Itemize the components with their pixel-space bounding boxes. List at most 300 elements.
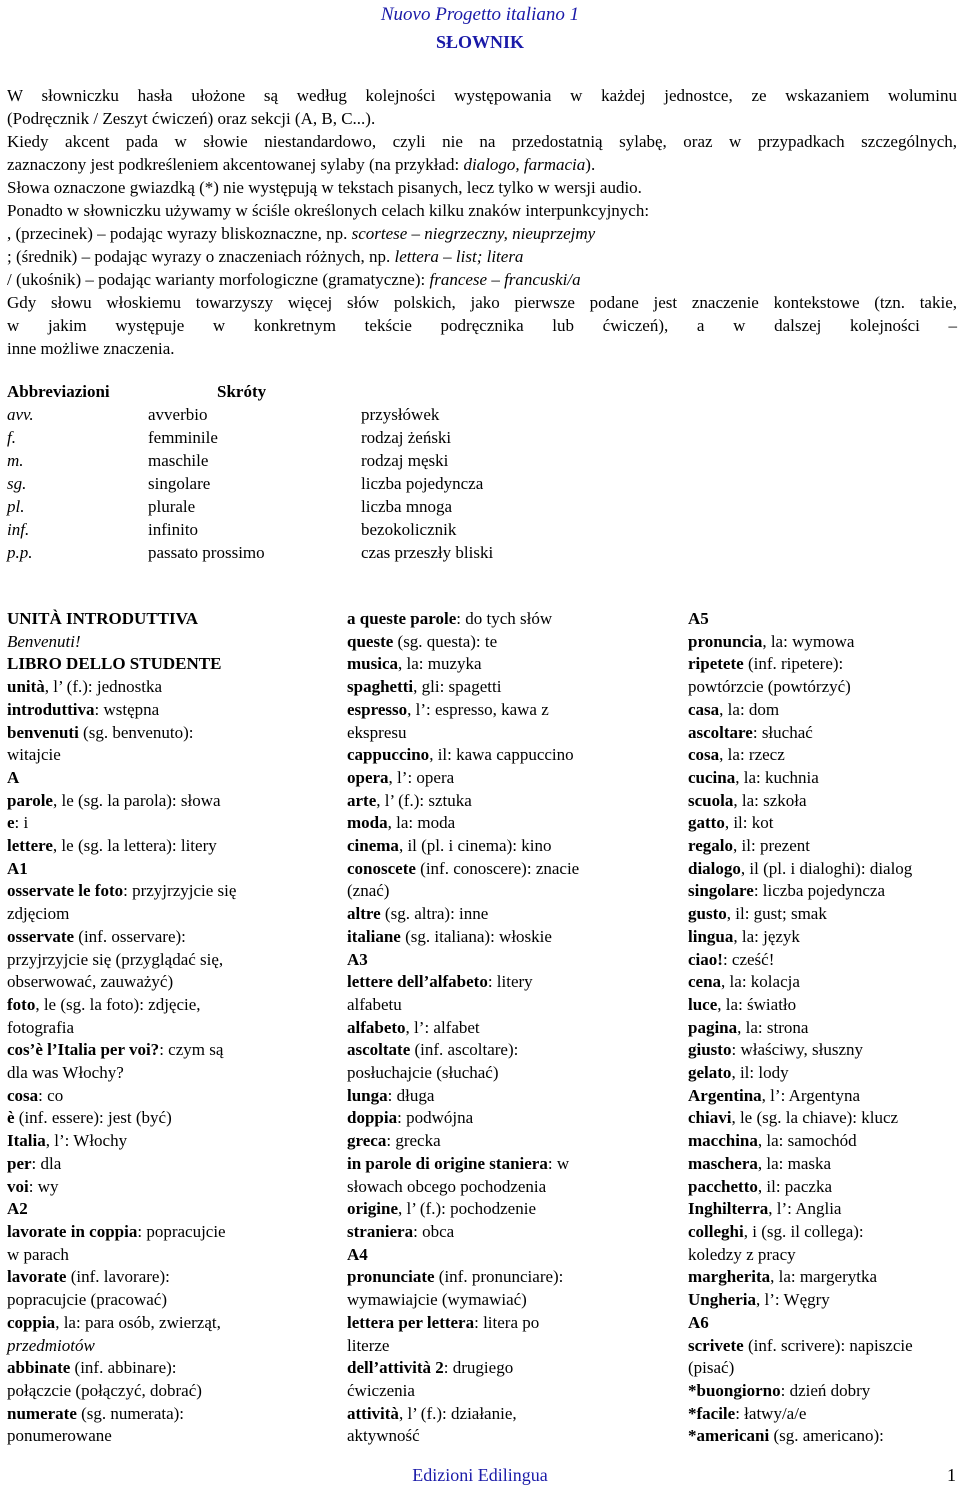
entry-grammar: , la	[757, 1131, 779, 1151]
entry-word: scuola	[688, 790, 734, 810]
vocab-entry	[7, 880, 265, 903]
intro-line: zaznaczony jest podkreśleniem akcentowanej sylaby (na przykład: dialogo, farmacia).	[7, 155, 596, 174]
vocab-entry	[347, 608, 617, 631]
entry-word: dell’attività 2	[347, 1358, 444, 1378]
vocab-entry	[688, 1425, 956, 1448]
entry-grammar: , la	[735, 767, 757, 787]
entry-grammar: (inf. abbinare):	[70, 1358, 177, 1378]
entry-word: greca	[347, 1131, 387, 1151]
vocab-entry	[688, 1062, 956, 1085]
entry-word: lunga	[347, 1085, 388, 1105]
vocab-entry	[688, 1017, 956, 1040]
entry-word: cos’è l’Italia per voi?	[7, 1040, 160, 1060]
entry-word: gatto	[688, 813, 725, 833]
entry-word: numerate	[7, 1403, 77, 1423]
intro-line: Kiedy akcent pada w słowie niestandardowo, czyli nie na przedostatnią sylabę, oraz w przypadkach szczególnych,	[7, 132, 957, 151]
entry-grammar: (inf. pronunciare):	[434, 1267, 564, 1287]
entry-grammar: , gli	[413, 677, 440, 697]
vocab-entry	[688, 767, 956, 790]
vocab-entry	[688, 1380, 956, 1403]
entry-word: ascoltate	[347, 1040, 411, 1060]
vocab-entry	[347, 903, 617, 926]
vocab-entry	[7, 1357, 265, 1380]
vocab-entry	[347, 1017, 617, 1040]
entry-word: unità	[7, 677, 45, 697]
entry-word: arte	[347, 790, 377, 810]
entry-word: altre	[347, 904, 381, 924]
vocab-entry	[347, 1266, 617, 1289]
vocab-entry	[347, 1357, 617, 1380]
entry-continuation: alfabetu	[347, 994, 402, 1014]
intro-line: (Podręcznik / Zeszyt ćwiczeń) oraz sekcji (A, B, C...).	[7, 109, 376, 128]
entry-word: Argentina	[688, 1085, 762, 1105]
vocab-entry	[347, 812, 617, 835]
entry-grammar: , l’	[45, 1131, 65, 1151]
entry-word: cosa	[688, 745, 720, 765]
entry-grammar: (inf. essere)	[14, 1108, 100, 1128]
abbreviation: p.p.	[7, 543, 33, 562]
entry-word: *americani	[688, 1426, 770, 1446]
vocab-entry	[347, 1130, 617, 1153]
entry-grammar: (sg. altra)	[380, 904, 451, 924]
entry-grammar: , le (sg. la foto)	[35, 994, 140, 1014]
entry-word: straniera	[347, 1221, 414, 1241]
intro-line: ; (średnik) – podając wyrazy o znaczeniach różnych, np. lettera – list; litera	[7, 247, 524, 266]
vocab-entry	[7, 994, 265, 1017]
vocab-entry	[347, 631, 617, 654]
entry-word: a queste parole	[347, 609, 457, 628]
entry-grammar: , l’	[388, 767, 408, 787]
entry-definition: : opera	[407, 767, 455, 787]
entry-definition: : kino	[512, 836, 552, 856]
entry-word: regalo	[688, 836, 734, 856]
vocab-entry	[347, 790, 617, 813]
entry-grammar: (sg. americano):	[769, 1426, 884, 1446]
entry-grammar: , la	[717, 994, 739, 1014]
entry-word: macchina	[688, 1131, 758, 1151]
entry-continuation: połączcie (połączyć, dobrać)	[7, 1380, 202, 1400]
entry-grammar: (inf. lavorare):	[66, 1267, 170, 1287]
entry-definition: : łatwy/a/e	[735, 1403, 807, 1423]
entry-continuation: słowach obcego pochodzenia	[347, 1176, 547, 1196]
entry-continuation: ekspresu	[347, 722, 407, 742]
entry-grammar: , il	[731, 1063, 750, 1083]
abbreviation-row	[7, 495, 707, 518]
abbreviation-polish: bezokolicznik	[361, 520, 457, 539]
entry-word: luce	[688, 994, 718, 1014]
abbreviation-row	[7, 403, 707, 426]
intro-line: / (ukośnik) – podając warianty morfologiczne (gramatyczne): francese – francuski/a	[7, 270, 581, 289]
entry-grammar: (sg. numerata):	[76, 1403, 185, 1423]
entry-continuation: posłuchajcie (słuchać)	[347, 1063, 499, 1083]
entry-definition: : do tych słów	[456, 609, 553, 628]
entry-word: lettere	[7, 836, 53, 856]
vocab-entry	[7, 1221, 265, 1244]
entry-word: ascoltare	[688, 722, 753, 742]
abbreviation-polish: liczba mnoga	[361, 497, 453, 516]
entry-continuation: (pisać)	[688, 1358, 735, 1378]
section-heading: A2	[7, 1199, 28, 1219]
entry-grammar: (sg. italiana)	[400, 926, 491, 946]
vocab-entry	[7, 1107, 265, 1130]
entry-word: pacchetto	[688, 1176, 758, 1196]
entry-word: abbinate	[7, 1358, 71, 1378]
subtitle: Benvenuti!	[7, 631, 81, 651]
entry-grammar: , la	[719, 745, 740, 765]
abbreviation: avv.	[7, 405, 34, 424]
entry-continuation: zdjęciom	[7, 904, 70, 924]
entry-definition: : litery	[487, 972, 533, 992]
entry-definition: : światło	[738, 994, 797, 1014]
section-heading: A4	[347, 1244, 368, 1264]
entry-word: singolare	[688, 881, 754, 901]
entry-definition: : w	[547, 1153, 570, 1173]
vocab-entry	[688, 1153, 956, 1176]
intro-line: , (przecinek) – podając wyrazy bliskoznaczne, np. scortese – niegrzeczny, nieuprzejmy	[7, 224, 596, 243]
vocab-entry	[7, 722, 265, 745]
entry-grammar: , l’ (f.)	[44, 677, 88, 697]
entry-grammar: , la	[387, 813, 409, 833]
abbreviation: m.	[7, 451, 24, 470]
entry-word: italiane	[347, 926, 401, 946]
entry-definition: : muzyka	[418, 654, 482, 674]
abbreviation-polish: przysłówek	[361, 405, 440, 424]
vocab-entry	[7, 790, 265, 813]
entry-continuation: ponumerowane	[7, 1426, 112, 1446]
entry-definition: : rzecz	[739, 745, 785, 765]
entry-definition: : przyjrzyjcie się	[123, 881, 237, 901]
entry-definition: : alfabet	[424, 1017, 480, 1037]
entry-word: osservate	[7, 926, 75, 946]
vocab-entry	[347, 971, 617, 994]
entry-continuation: literze	[347, 1335, 390, 1355]
entry-word: coppia	[7, 1312, 56, 1332]
vocab-entry	[347, 1039, 617, 1062]
entry-definition: : wy	[28, 1176, 59, 1196]
entry-word: *facile	[688, 1403, 736, 1423]
entry-word: pagina	[688, 1017, 738, 1037]
abbreviation-polish: rodzaj żeński	[361, 428, 452, 447]
vocab-entry	[347, 1403, 617, 1426]
entry-grammar: (inf. ripetere):	[743, 654, 844, 674]
vocab-entry	[347, 1107, 617, 1130]
vocab-entry	[688, 653, 956, 676]
abbreviation-italian: infinito	[148, 520, 199, 539]
vocab-entry	[688, 1289, 956, 1312]
entry-word: *buongiorno	[688, 1380, 781, 1400]
entry-word: lavorate in coppia	[7, 1221, 138, 1241]
entry-word: Ungheria	[688, 1290, 756, 1310]
abbreviation-italian: avverbio	[148, 405, 208, 424]
entry-grammar: , l’	[761, 1085, 781, 1105]
entry-word: Inghilterra	[688, 1199, 769, 1219]
vocab-entry	[688, 1335, 956, 1358]
entry-grammar: , la	[721, 972, 742, 992]
entry-grammar: , l’ (f.)	[376, 790, 420, 810]
entry-word: espresso	[347, 699, 408, 719]
entry-continuation: dla was Włochy?	[7, 1063, 124, 1083]
entry-definition: : paczka	[775, 1176, 832, 1196]
entry-word: doppia	[347, 1108, 398, 1128]
entry-grammar: , i (sg. il collega):	[743, 1221, 864, 1241]
entry-definition: : szkoła	[754, 790, 807, 810]
entry-definition: : wymowa	[783, 631, 855, 651]
vocab-entry	[347, 1085, 617, 1108]
entry-definition: : czym są	[159, 1040, 224, 1060]
vocab-entry	[688, 1039, 956, 1062]
entry-definition: : Włochy	[64, 1131, 128, 1151]
entry-word: opera	[347, 767, 389, 787]
vocab-column-1	[7, 608, 265, 1448]
entry-continuation: (znać)	[347, 881, 390, 901]
entry-definition: : kolacja	[741, 972, 800, 992]
vocab-column-2	[347, 608, 617, 1448]
entry-definition: : inne	[450, 904, 489, 924]
entry-grammar: , la	[55, 1312, 76, 1332]
entry-grammar: , le (sg. la chiave)	[731, 1108, 853, 1128]
section-heading: A5	[688, 609, 709, 628]
entry-definition: : jest (być)	[99, 1108, 172, 1128]
entry-continuation: przedmiotów	[7, 1335, 95, 1355]
vocab-entry	[688, 1107, 956, 1130]
entry-definition: : klucz	[852, 1108, 899, 1128]
entry-definition: : dzień dobry	[780, 1380, 871, 1400]
entry-definition: : działanie,	[442, 1403, 517, 1423]
vocab-entry	[7, 1039, 265, 1062]
entry-grammar: , l’	[768, 1199, 788, 1219]
entry-definition: : drugiego	[443, 1358, 514, 1378]
entry-continuation: wymawiajcie (wymawiać)	[347, 1290, 527, 1310]
vocab-entry	[347, 835, 617, 858]
vocab-entry	[688, 858, 956, 881]
entry-word: cappuccino	[347, 745, 430, 765]
vocab-entry	[688, 903, 956, 926]
entry-word: benvenuti	[7, 722, 79, 742]
entry-grammar: , le (sg. la parola)	[52, 790, 172, 810]
entry-grammar: , l’	[407, 699, 427, 719]
vocab-entry	[688, 835, 956, 858]
entry-grammar: , l’	[405, 1017, 425, 1037]
abbreviations-table	[7, 380, 707, 564]
vocab-entry	[688, 1221, 956, 1244]
section-heading: LIBRO DELLO STUDENTE	[7, 654, 222, 674]
entry-grammar: (inf. osservare):	[74, 926, 186, 946]
vocab-entry	[688, 1085, 956, 1108]
entry-definition: : popracujcie	[137, 1221, 226, 1241]
entry-definition: napiszcie	[845, 1335, 913, 1355]
entry-definition: : lody	[749, 1063, 789, 1083]
entry-word: Italia	[7, 1131, 46, 1151]
entry-grammar: , la	[762, 631, 784, 651]
vocab-entry	[688, 1403, 956, 1426]
entry-definition: : kawa cappuccino	[447, 745, 574, 765]
vocab-entry	[688, 722, 956, 745]
entry-word: voi	[7, 1176, 29, 1196]
abbreviations-heading-pl: Skróty	[217, 382, 267, 401]
entry-definition: : pochodzenie	[441, 1199, 536, 1219]
intro-line: W słowniczku hasła ułożone są według kolejności występowania w każdej jednostce, ze wskazaniem woluminu	[7, 86, 957, 105]
entry-continuation: witajcie	[7, 745, 61, 765]
vocab-entry	[7, 1176, 265, 1199]
entry-definition: : obca	[413, 1221, 455, 1241]
abbreviation-row	[7, 449, 707, 472]
vocab-entry	[688, 1130, 956, 1153]
vocab-entry	[688, 994, 956, 1017]
entry-word: lettera per lettera	[347, 1312, 475, 1332]
entry-definition: : kot	[742, 813, 774, 833]
entry-definition: : gust; smak	[744, 904, 827, 924]
vocab-entry	[7, 1403, 265, 1426]
entry-continuation: ćwiczenia	[347, 1380, 415, 1400]
vocab-entry	[7, 1153, 265, 1176]
vocab-entry	[347, 1153, 617, 1176]
intro-line: Gdy słowu włoskiemu towarzyszy więcej słów polskich, jako pierwsze podane jest znaczenie kontekstowe (tzn. takie,	[7, 293, 957, 312]
abbreviation-italian: passato prossimo	[148, 543, 265, 562]
entry-definition: : sztuka	[419, 790, 472, 810]
entry-definition: : strona	[757, 1017, 809, 1037]
entry-definition: : podwójna	[397, 1108, 474, 1128]
entry-definition: : espresso, kawa z	[426, 699, 549, 719]
abbreviation-row	[7, 518, 707, 541]
section-heading: A	[7, 767, 20, 787]
entry-word: margherita	[688, 1267, 771, 1287]
entry-definition: : dialog	[860, 858, 913, 878]
entry-word: colleghi	[688, 1221, 744, 1241]
entry-continuation: przyjrzyjcie się (przyglądać się,	[7, 949, 224, 969]
entry-definition: : słowa	[171, 790, 221, 810]
entry-definition: : para osób, zwierząt,	[75, 1312, 221, 1332]
abbreviation-italian: femminile	[148, 428, 218, 447]
vocab-entry	[347, 767, 617, 790]
vocab-entry	[688, 699, 956, 722]
abbreviation: pl.	[7, 497, 25, 516]
entry-continuation: obserwować, zauważyć)	[7, 972, 174, 992]
vocab-entry	[7, 926, 265, 949]
vocab-entry	[7, 812, 265, 835]
entry-grammar: , il	[733, 836, 751, 856]
intro-text	[7, 84, 957, 360]
entry-continuation: w parach	[7, 1244, 69, 1264]
abbreviation: f.	[7, 428, 16, 447]
vocab-entry	[688, 1176, 956, 1199]
entry-word: gelato	[688, 1063, 732, 1083]
entry-definition: : wstępna	[94, 699, 160, 719]
entry-definition: : zdjęcie,	[139, 994, 201, 1014]
entry-definition: : dom	[739, 699, 780, 719]
vocab-entry	[688, 926, 956, 949]
abbreviation-row	[7, 541, 707, 564]
abbreviation-row	[7, 426, 707, 449]
entry-word: ciao!	[688, 949, 723, 969]
section-heading: UNITÀ INTRODUTTIVA	[7, 609, 198, 628]
vocab-entry	[688, 971, 956, 994]
example: francese – francuski/a	[429, 270, 581, 289]
entry-word: parole	[7, 790, 53, 810]
entry-word: lingua	[688, 926, 734, 946]
entry-word: pronunciate	[347, 1267, 435, 1287]
entry-grammar: , la	[770, 1267, 791, 1287]
entry-word: dialogo	[688, 858, 741, 878]
entry-word: per	[7, 1153, 32, 1173]
vocab-entry	[347, 744, 617, 767]
entry-definition: : litery	[171, 836, 217, 856]
vocab-entry	[688, 744, 956, 767]
vocab-entry	[347, 926, 617, 949]
vocab-entry	[7, 1312, 265, 1335]
abbreviations-heading: Abbreviazioni	[7, 382, 110, 401]
entry-definition: : grecka	[386, 1131, 441, 1151]
abbreviations-header	[7, 380, 707, 403]
vocab-entry	[688, 631, 956, 654]
vocab-column-3	[688, 608, 956, 1448]
entry-grammar: (inf. conoscere)	[415, 858, 527, 878]
entry-word: maschera	[688, 1153, 758, 1173]
entry-continuation: fotografia	[7, 1017, 75, 1037]
vocab-entry	[7, 699, 265, 722]
entry-word: lavorate	[7, 1267, 67, 1287]
vocab-entry	[688, 790, 956, 813]
section-heading: A1	[7, 858, 28, 878]
entry-word: moda	[347, 813, 388, 833]
intro-line: Ponadto w słowniczku używamy w ściśle określonych celach kilku znaków interpunkcyjnych:	[7, 201, 650, 220]
entry-word: cena	[688, 972, 722, 992]
entry-definition: : samochód	[778, 1131, 857, 1151]
entry-word: giusto	[688, 1040, 732, 1060]
entry-word: in parole di origine staniera	[347, 1153, 548, 1173]
vocab-entry	[688, 812, 956, 835]
entry-grammar: (sg. questa)	[393, 631, 476, 651]
entry-word: conoscete	[347, 858, 416, 878]
entry-grammar: , il (pl. i cinema)	[398, 836, 513, 856]
entry-grammar: (inf. scrivere):	[743, 1335, 846, 1355]
example: scortese – niegrzeczny, nieuprzejmy	[351, 224, 596, 243]
entry-word: lettere dell’alfabeto	[347, 972, 488, 992]
entry-word: attività	[347, 1403, 399, 1423]
vocab-entry	[688, 949, 956, 972]
entry-word: cosa	[7, 1085, 39, 1105]
entry-continuation: koledzy z pracy	[688, 1244, 796, 1264]
entry-definition: : słuchać	[752, 722, 813, 742]
vocab-entry	[7, 835, 265, 858]
entry-definition: : jednostka	[87, 677, 163, 697]
entry-definition: : litera po	[474, 1312, 540, 1332]
entry-definition: : te	[475, 631, 498, 651]
entry-definition: : Anglia	[787, 1199, 842, 1219]
abbreviation-italian: singolare	[148, 474, 211, 493]
abbreviation-italian: plurale	[148, 497, 196, 516]
entry-continuation: aktywność	[347, 1426, 420, 1446]
entry-grammar: , la	[733, 790, 755, 810]
vocab-entry	[347, 653, 617, 676]
entry-continuation: powtórzcie (powtórzyć)	[688, 677, 851, 697]
entry-definition: : Węgry	[774, 1290, 830, 1310]
entry-grammar: , la	[733, 926, 755, 946]
entry-grammar: , il	[726, 904, 745, 924]
accent-example: dialogo, farmacia	[463, 155, 586, 174]
vocab-entry	[347, 858, 617, 881]
entry-definition: : znacie	[526, 858, 580, 878]
entry-definition: : cześć!	[722, 949, 775, 969]
entry-word: casa	[688, 699, 720, 719]
section-heading: A3	[347, 949, 368, 969]
entry-grammar: , il	[429, 745, 448, 765]
entry-word: cinema	[347, 836, 399, 856]
entry-grammar: , la	[719, 699, 740, 719]
entry-definition: : co	[38, 1085, 64, 1105]
entry-grammar: , il	[757, 1176, 776, 1196]
entry-word: ripetete	[688, 654, 744, 674]
entry-word: pronuncia	[688, 631, 763, 651]
